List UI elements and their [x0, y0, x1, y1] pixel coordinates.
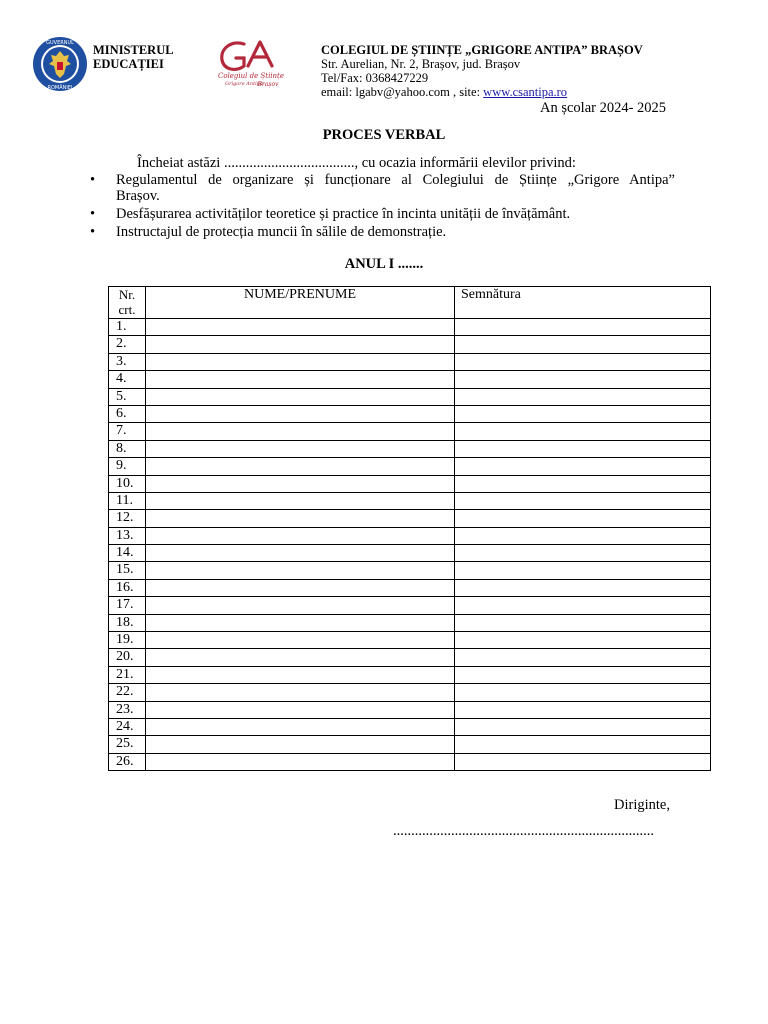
name-cell[interactable]	[146, 649, 455, 666]
row-number: 9.	[109, 458, 146, 475]
row-number: 8.	[109, 440, 146, 457]
table-row	[109, 319, 711, 336]
school-name: COLEGIUL DE ȘTIINȚE „GRIGORE ANTIPA” BRAȘOV	[321, 43, 643, 57]
list-item-text: Instructajul de protecția muncii în sălile de demonstrație.	[116, 224, 447, 240]
table-header-row	[109, 287, 711, 319]
signature-cell[interactable]	[455, 718, 711, 735]
row-number: 24.	[109, 718, 146, 735]
row-number: 10.	[109, 475, 146, 492]
name-cell[interactable]	[146, 718, 455, 735]
table-row	[109, 388, 711, 405]
table-row	[109, 562, 711, 579]
column-header-name: NUME/PRENUME	[146, 287, 455, 319]
signature-cell[interactable]	[455, 458, 711, 475]
signature-cell[interactable]	[455, 475, 711, 492]
signature-cell[interactable]	[455, 336, 711, 353]
school-email: email: lgabv@yahoo.com , site:	[321, 85, 484, 99]
table-row	[109, 405, 711, 422]
name-cell[interactable]	[146, 371, 455, 388]
signature-cell[interactable]	[455, 545, 711, 562]
row-number: 3.	[109, 353, 146, 370]
name-cell[interactable]	[146, 510, 455, 527]
signature-cell[interactable]	[455, 440, 711, 457]
name-cell[interactable]	[146, 423, 455, 440]
school-email-site	[321, 85, 643, 99]
table-row	[109, 475, 711, 492]
row-number: 21.	[109, 666, 146, 683]
table-row	[109, 371, 711, 388]
row-number: 18.	[109, 614, 146, 631]
table-row	[109, 684, 711, 701]
name-cell[interactable]	[146, 492, 455, 509]
name-cell[interactable]	[146, 405, 455, 422]
signature-cell[interactable]	[455, 753, 711, 770]
row-number: 12.	[109, 510, 146, 527]
signature-cell[interactable]	[455, 562, 711, 579]
row-number: 1.	[109, 319, 146, 336]
row-number: 11.	[109, 492, 146, 509]
row-number: 17.	[109, 597, 146, 614]
row-number: 2.	[109, 336, 146, 353]
table-row	[109, 614, 711, 631]
table-row	[109, 718, 711, 735]
row-number: 23.	[109, 701, 146, 718]
signature-cell[interactable]	[455, 388, 711, 405]
row-number: 14.	[109, 545, 146, 562]
name-cell[interactable]	[146, 527, 455, 544]
table-row	[109, 649, 711, 666]
row-number: 20.	[109, 649, 146, 666]
table-row	[109, 666, 711, 683]
table-row	[109, 492, 711, 509]
svg-text:ROMÂNIEI: ROMÂNIEI	[47, 85, 73, 91]
table-row	[109, 527, 711, 544]
table-row	[109, 440, 711, 457]
svg-text:Brașov: Brașov	[257, 81, 279, 88]
svg-text:Colegiul de Științe: Colegiul de Științe	[217, 72, 285, 80]
class-teacher-label: Diriginte,	[614, 797, 670, 813]
bullet-icon: •	[90, 172, 96, 188]
row-number: 4.	[109, 371, 146, 388]
bullet-icon: •	[90, 224, 96, 240]
table-row	[109, 701, 711, 718]
table-row	[109, 510, 711, 527]
list-item-text: Regulamentul de organizare și funcționare al Colegiului de Științe „Grigore Antipa”	[116, 172, 675, 188]
topics-list	[90, 172, 675, 242]
name-cell[interactable]	[146, 701, 455, 718]
name-cell[interactable]	[146, 458, 455, 475]
column-header-number: Nr. crt.	[109, 287, 146, 319]
table-row	[109, 353, 711, 370]
school-phone: Tel/Fax: 0368427229	[321, 71, 429, 85]
signature-cell[interactable]	[455, 649, 711, 666]
name-cell[interactable]	[146, 579, 455, 596]
signature-cell[interactable]	[455, 353, 711, 370]
table-row	[109, 632, 711, 649]
table-row	[109, 736, 711, 753]
name-cell[interactable]	[146, 736, 455, 753]
signature-cell[interactable]	[455, 510, 711, 527]
table-row	[109, 458, 711, 475]
name-cell[interactable]	[146, 388, 455, 405]
list-item-text: Desfășurarea activităților teoretice și practice în incinta unității de învățământ.	[116, 206, 571, 222]
table-row	[109, 545, 711, 562]
signature-cell[interactable]	[455, 597, 711, 614]
row-number: 5.	[109, 388, 146, 405]
list-item-text-continued: Brașov.	[116, 188, 160, 204]
intro-text: Încheiat astăzi ...................................., cu ocazia informării elevilor privind:	[137, 155, 576, 171]
signature-cell[interactable]	[455, 736, 711, 753]
row-number: 16.	[109, 579, 146, 596]
row-number: 22.	[109, 684, 146, 701]
signature-line: ........................................................................	[393, 823, 654, 839]
signature-cell[interactable]	[455, 579, 711, 596]
school-year: An școlar 2024- 2025	[540, 100, 667, 116]
school-logo	[214, 38, 288, 92]
name-cell[interactable]	[146, 684, 455, 701]
government-seal-logo	[32, 36, 88, 92]
list-item	[90, 224, 675, 240]
document-title: PROCES VERBAL	[322, 127, 446, 143]
name-cell[interactable]	[146, 614, 455, 631]
name-cell[interactable]	[146, 666, 455, 683]
signature-cell[interactable]	[455, 492, 711, 509]
row-number: 7.	[109, 423, 146, 440]
name-cell[interactable]	[146, 545, 455, 562]
row-number: 15.	[109, 562, 146, 579]
row-number: 25.	[109, 736, 146, 753]
ministry-line-2: EDUCAȚIEI	[93, 57, 164, 71]
table-body	[109, 319, 711, 771]
school-contact-block	[321, 43, 643, 99]
name-cell[interactable]	[146, 353, 455, 370]
name-cell[interactable]	[146, 562, 455, 579]
name-cell[interactable]	[146, 319, 455, 336]
signature-cell[interactable]	[455, 614, 711, 631]
name-cell[interactable]	[146, 632, 455, 649]
signature-cell[interactable]	[455, 405, 711, 422]
signature-cell[interactable]	[455, 423, 711, 440]
row-number: 13.	[109, 527, 146, 544]
signature-cell[interactable]	[455, 319, 711, 336]
name-cell[interactable]	[146, 753, 455, 770]
signature-cell[interactable]	[455, 632, 711, 649]
row-number: 19.	[109, 632, 146, 649]
row-number: 6.	[109, 405, 146, 422]
table-row	[109, 336, 711, 353]
table-row	[109, 597, 711, 614]
svg-text:GUVERNUL: GUVERNUL	[46, 40, 74, 46]
signature-cell[interactable]	[455, 666, 711, 683]
table-row	[109, 423, 711, 440]
list-item	[90, 206, 675, 222]
name-cell[interactable]	[146, 336, 455, 353]
table-row	[109, 753, 711, 770]
name-cell[interactable]	[146, 597, 455, 614]
table-row	[109, 579, 711, 596]
column-header-signature: Semnătura	[455, 287, 711, 319]
attendance-table	[108, 286, 711, 771]
svg-text:Grigore Antipa: Grigore Antipa	[225, 81, 263, 87]
school-website-link[interactable]: www.csantipa.ro	[483, 85, 568, 99]
ministry-line-1: MINISTERUL	[93, 43, 174, 57]
list-item	[90, 172, 675, 204]
row-number: 26.	[109, 753, 146, 770]
signature-cell[interactable]	[455, 701, 711, 718]
signature-cell[interactable]	[455, 527, 711, 544]
name-cell[interactable]	[146, 475, 455, 492]
year-label: ANUL I .......	[344, 256, 424, 272]
signature-cell[interactable]	[455, 371, 711, 388]
bullet-icon: •	[90, 206, 96, 222]
school-address: Str. Aurelian, Nr. 2, Brașov, jud. Brașov	[321, 57, 521, 71]
name-cell[interactable]	[146, 440, 455, 457]
signature-cell[interactable]	[455, 684, 711, 701]
ministry-name	[93, 43, 174, 71]
